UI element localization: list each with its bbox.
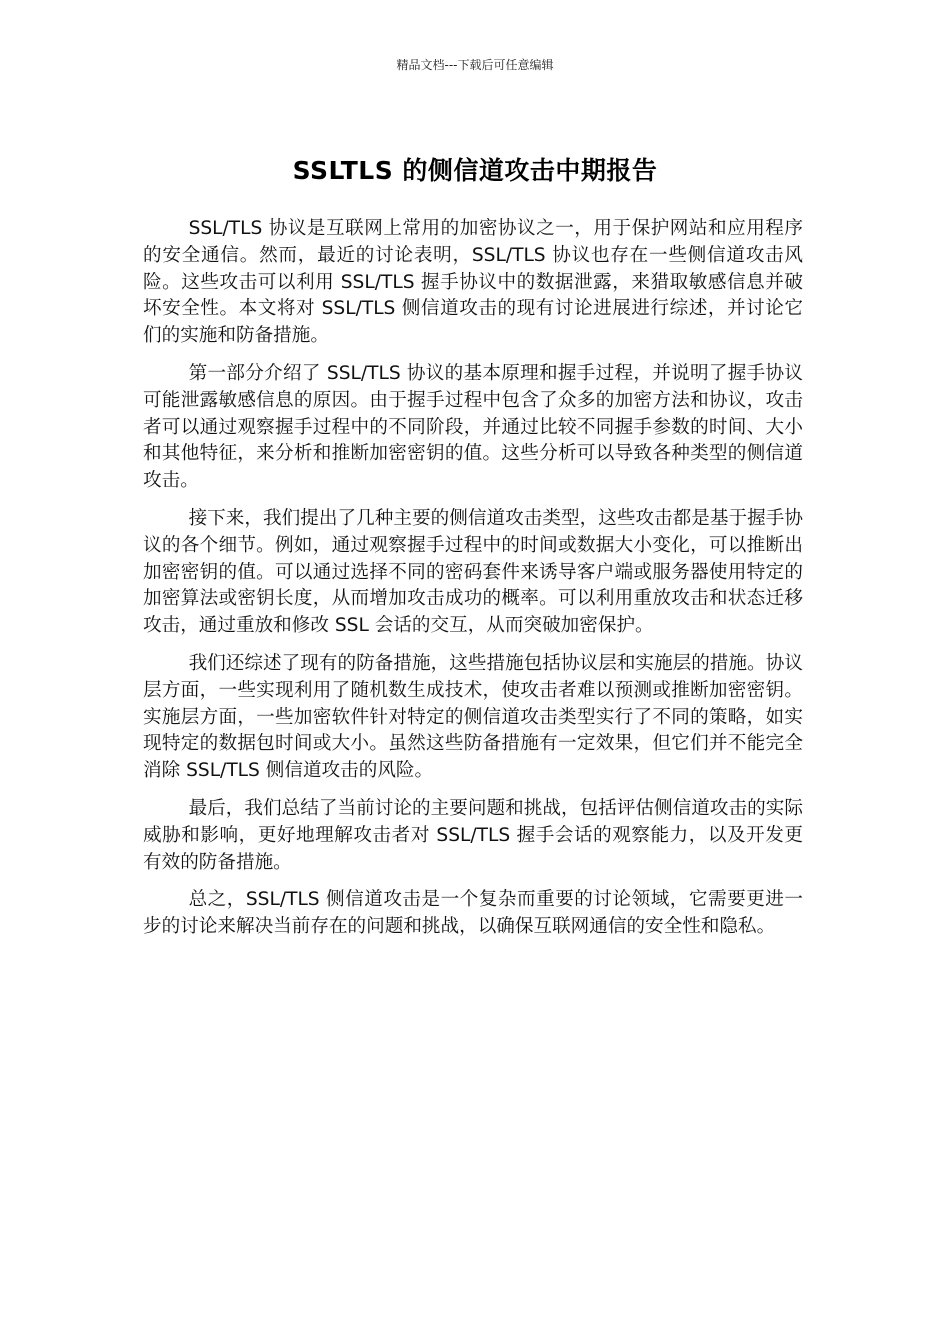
paragraph-1: SSL/TLS 协议是互联网上常用的加密协议之一，用于保护网站和应用程序的安全通信。然而，最近的讨论表明，SSL/TLS 协议也存在一些侧信道攻击风险。这些攻击可以利用 SSL/TLS 握手协议中的数据泄露，来猎取敏感信息并破坏安全性。本文将对 SSL/TLS 侧信道攻击的现有讨论进展进行综述，并讨论它们的实施和防备措施。 <box>143 218 803 347</box>
paragraph-6: 总之，SSL/TLS 侧信道攻击是一个复杂而重要的讨论领域，它需要更进一步的讨论来解决当前存在的问题和挑战，以确保互联网通信的安全性和隐私。 <box>143 889 803 938</box>
paragraph-2: 第一部分介绍了 SSL/TLS 协议的基本原理和握手过程，并说明了握手协议可能泄露敏感信息的原因。由于握手过程中包含了众多的加密方法和协议，攻击者可以通过观察握手过程中的不同阶段，并通过比较不同握手参数的时间、大小和其他特征，来分析和推断加密密钥的值。这些分析可以导致各种类型的侧信道攻击。 <box>143 362 803 492</box>
paragraph-4: 我们还综述了现有的防备措施，这些措施包括协议层和实施层的措施。协议层方面，一些实现利用了随机数生成技术，使攻击者难以预测或推断加密密钥。实施层方面，一些加密软件针对特定的侧信道攻击类型实行了不同的策略，如实现特定的数据包时间或大小。虽然这些防备措施有一定效果，但它们并不能完全消除 SSL/TLS 侧信道攻击的风险。 <box>143 652 803 782</box>
paragraph-5: 最后，我们总结了当前讨论的主要问题和挑战，包括评估侧信道攻击的实际威胁和影响，更好地理解攻击者对 SSL/TLS 握手会话的观察能力，以及开发更有效的防备措施。 <box>143 797 803 873</box>
document-body <box>143 216 803 952</box>
page-header: 精品文档---下载后可任意编辑 <box>396 58 554 72</box>
document-title: SSLTLS 的侧信道攻击中期报告 <box>292 155 658 185</box>
paragraph-3: 接下来，我们提出了几种主要的侧信道攻击类型，这些攻击都是基于握手协议的各个细节。例如，通过观察握手过程中的时间或数据大小变化，可以推断出加密密钥的值。可以通过选择不同的密码套件来诱导客户端或服务器使用特定的加密算法或密钥长度，从而增加攻击成功的概率。可以利用重放攻击和状态迁移攻击，通过重放和修改 SSL 会话的交互，从而突破加密保护。 <box>143 507 803 637</box>
